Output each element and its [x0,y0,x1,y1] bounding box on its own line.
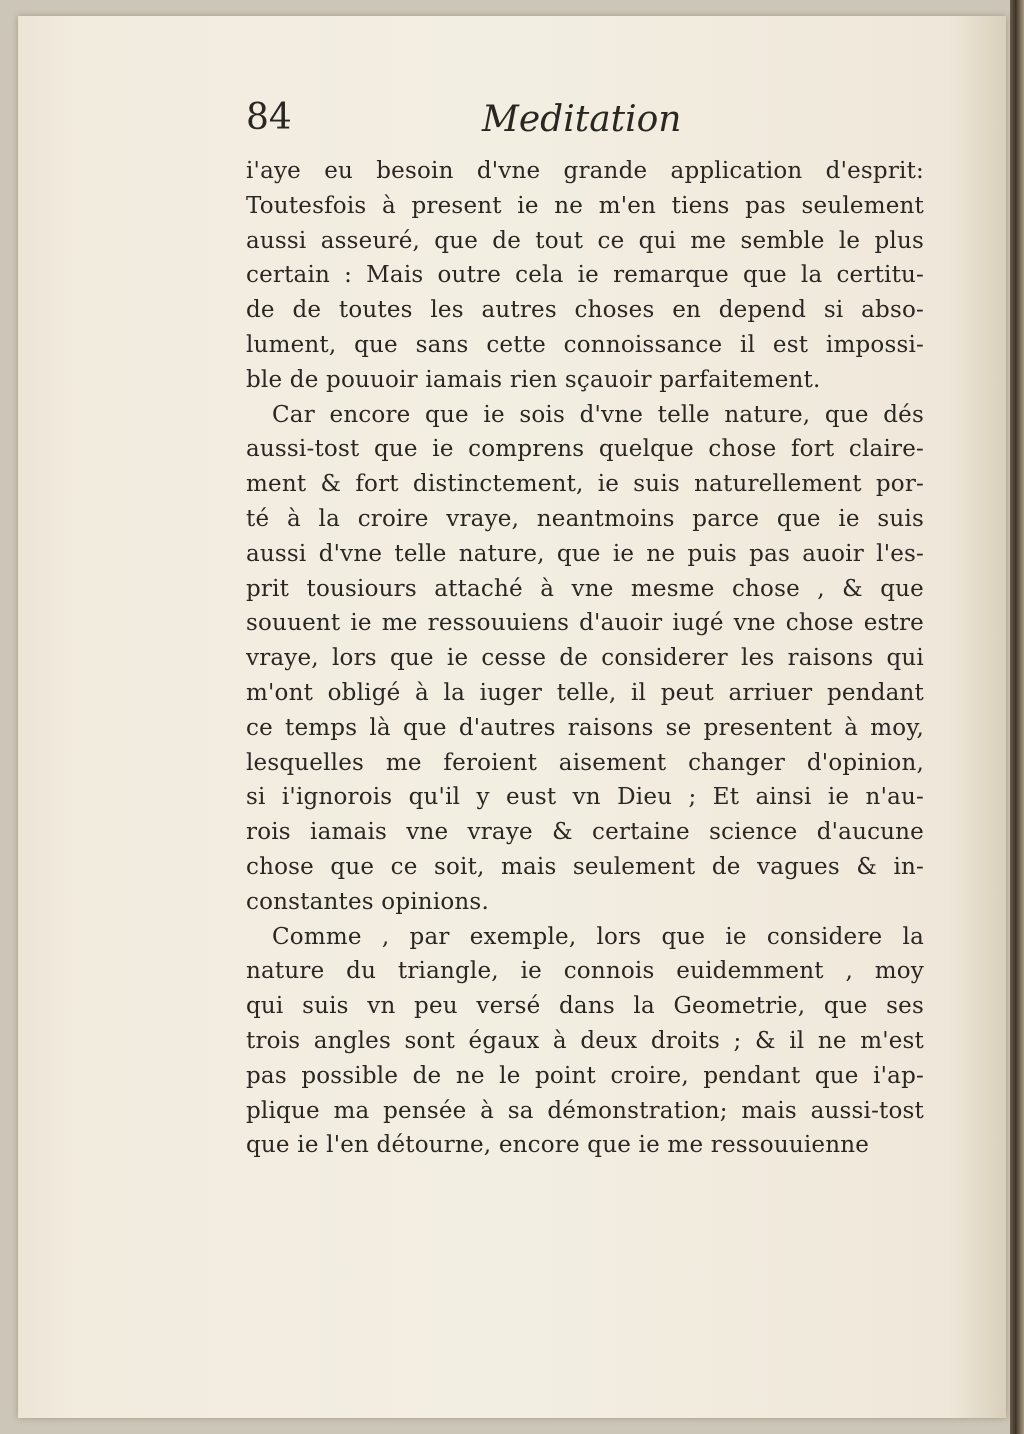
text-line: té à la croire vraye, neantmoins parce que ie suis [246,505,924,532]
text-line: si i'ignorois qu'il y eust vn Dieu ; Et ainsi ie n'au- [246,784,924,811]
text-line: trois angles sont égaux à deux droits ; & il ne m'est [246,1027,924,1054]
text-line: chose que ce soit, mais seulement de vagues & in- [246,853,924,880]
text-line: que ie l'en détourne, encore que ie me ressouuienne [246,1132,870,1159]
text-line: nature du triangle, ie connois euidemment , moy [246,958,924,985]
running-title: Meditation [482,99,682,140]
text-line: aussi-tost que ie comprens quelque chose fort claire- [246,436,924,463]
page-header [246,98,924,154]
text-line: lesquelles me feroient aisement changer d'opinion, [246,749,924,776]
text-block [246,98,924,1163]
paragraph [246,398,924,920]
text-line: aussi d'vne telle nature, que ie ne puis pas auoir l'es- [246,540,924,567]
text-line: de de toutes les autres choses en depend si abso- [246,297,924,324]
text-line: qui suis vn peu versé dans la Geometrie, que ses [246,993,924,1020]
text-line: rois iamais vne vraye & certaine science d'aucune [246,819,924,846]
body-text [246,154,924,1163]
page-number: 84 [246,97,292,138]
paragraph [246,920,924,1164]
text-line: souuent ie me ressouuiens d'auoir iugé vne chose estre [246,610,924,637]
text-line: Comme , par exemple, lors que ie considere la [272,923,924,950]
text-line: constantes opinions. [246,888,489,915]
text-line: Toutesfois à present ie ne m'en tiens pas seulement [246,192,924,219]
text-line: m'ont obligé à la iuger telle, il peut arriuer pendant [246,679,924,706]
text-line: i'aye eu besoin d'vne grande application d'esprit: [246,158,924,184]
book-page [18,16,1006,1418]
text-line: plique ma pensée à sa démonstration; mais aussi-tost [246,1097,924,1124]
text-line: ce temps là que d'autres raisons se presentent à moy, [246,714,924,741]
text-line: prit tousiours attaché à vne mesme chose , & que [246,575,924,602]
text-line: ble de pouuoir iamais rien sçauoir parfaitement. [246,366,821,393]
text-line: ment & fort distinctement, ie suis naturellement por- [246,471,924,498]
text-line: vraye, lors que ie cesse de considerer les raisons qui [246,645,924,672]
book-edge [1010,0,1024,1434]
text-line: pas possible de ne le point croire, pendant que i'ap- [246,1062,924,1089]
text-line: certain : Mais outre cela ie remarque que la certitu- [246,262,924,289]
text-line: lument, que sans cette connoissance il est impossi- [246,331,924,358]
paragraph [246,154,924,398]
text-line: Car encore que ie sois d'vne telle nature, que dés [272,401,924,428]
text-line: aussi asseuré, que de tout ce qui me semble le plus [246,227,924,254]
